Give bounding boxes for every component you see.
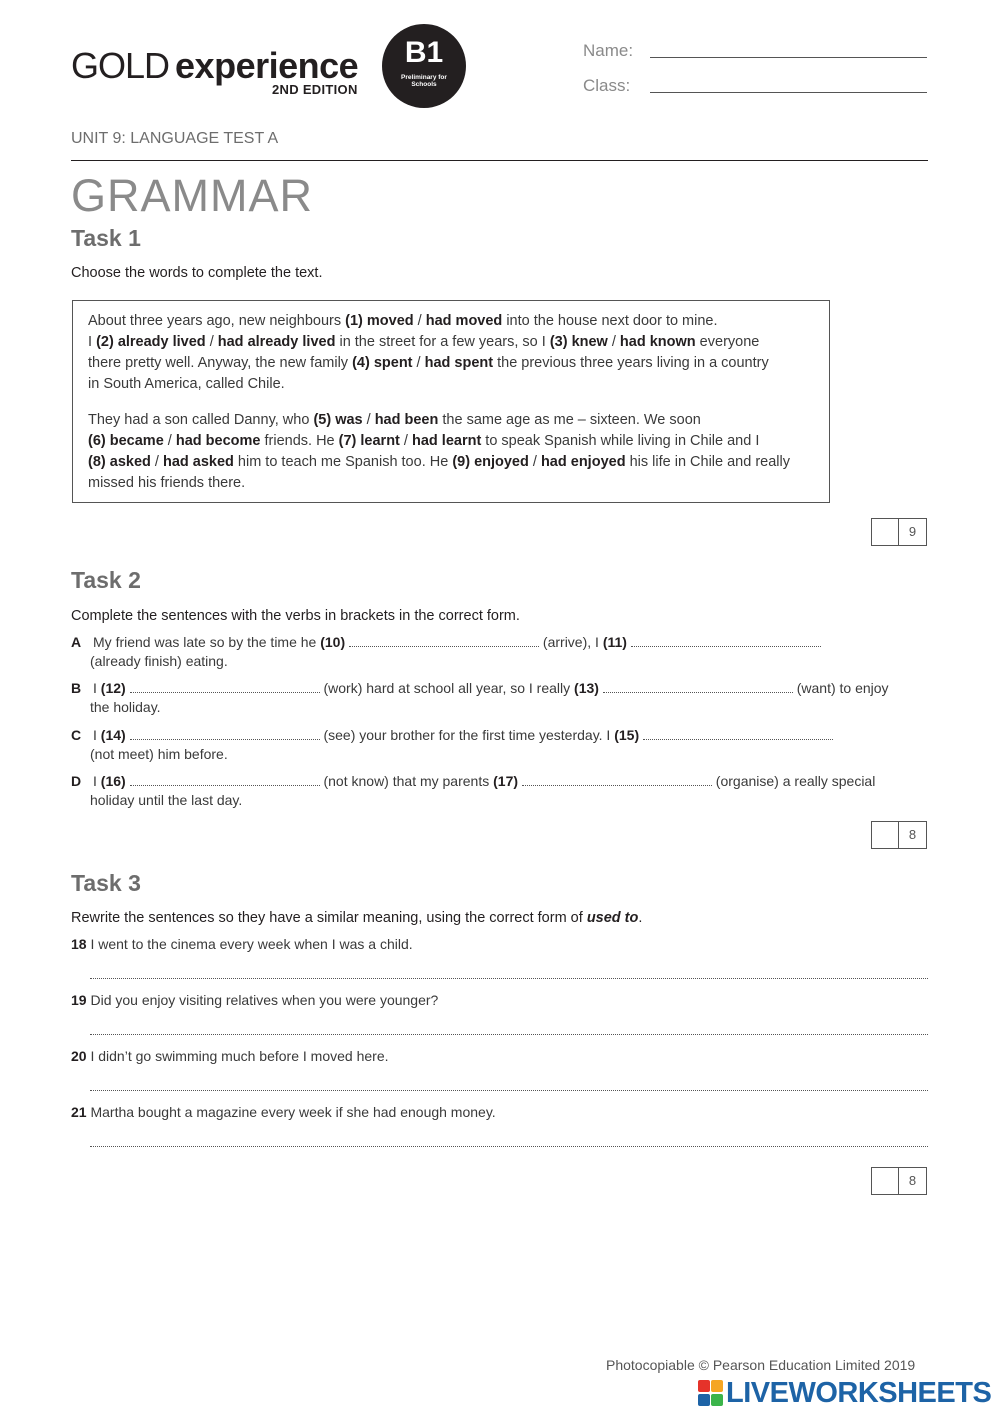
choice-option[interactable]: (8) asked	[88, 454, 151, 470]
answer-line-21[interactable]	[90, 1146, 928, 1147]
item-text: (want) to enjoy	[792, 680, 889, 696]
choice-option[interactable]: had learnt	[411, 433, 482, 449]
text-segment: /	[362, 412, 375, 428]
score-input[interactable]	[872, 1168, 899, 1194]
answer-blank-10[interactable]	[349, 634, 539, 647]
item-number: (12)	[100, 680, 126, 696]
task1-score-box	[871, 518, 927, 546]
question-text: Martha bought a magazine every week if she had enough money.	[86, 1104, 496, 1120]
name-label: Name:	[583, 41, 634, 60]
text-segment: /	[413, 313, 426, 329]
section-title: GRAMMAR	[71, 170, 313, 221]
choice-option[interactable]: (4) spent	[352, 355, 413, 371]
choice-option[interactable]: had already lived	[217, 334, 336, 350]
item-text-line2: (not meet) him before.	[90, 746, 228, 762]
choice-option[interactable]: had asked	[162, 454, 234, 470]
name-field[interactable]	[650, 57, 927, 58]
badge-level: B1	[404, 36, 444, 69]
text-segment: /	[412, 355, 425, 371]
level-badge	[382, 24, 466, 108]
item-text: I	[93, 727, 101, 743]
task2-item-b	[71, 679, 889, 698]
item-text: I	[93, 773, 101, 789]
choice-option[interactable]: (9) enjoyed	[452, 454, 529, 470]
choice-option[interactable]: had known	[619, 334, 696, 350]
item-text-line2: the holiday.	[90, 699, 161, 715]
item-text: (work) hard at school all year, so I really	[319, 680, 575, 696]
text-segment: I	[88, 334, 97, 350]
instruction-text: Rewrite the sentences so they have a similar meaning, using the correct form of	[71, 910, 587, 926]
edition-label: 2ND EDITION	[272, 82, 358, 97]
class-field[interactable]	[650, 92, 927, 93]
answer-line-19[interactable]	[90, 1034, 928, 1035]
score-max: 9	[908, 524, 917, 539]
text-segment: into the house next door to mine.	[502, 313, 718, 329]
task3-question-19	[71, 992, 438, 1008]
task3-score-box	[871, 1167, 927, 1195]
choice-option[interactable]: (5) was	[313, 412, 363, 428]
text-segment: there pretty well. Anyway, the new family	[88, 355, 353, 371]
item-letter: A	[71, 634, 82, 650]
text-segment: him to teach me Spanish too. He	[233, 454, 453, 470]
answer-blank-16[interactable]	[130, 773, 320, 786]
paragraph-line	[88, 353, 818, 374]
question-number: 20	[71, 1048, 87, 1064]
item-text: (arrive), I	[539, 634, 603, 650]
text-segment: They had a son called Danny, who	[88, 412, 314, 428]
task1-paragraph-2	[88, 410, 818, 494]
task3-question-18	[71, 936, 413, 952]
liveworksheets-logo	[698, 1376, 998, 1412]
logo-gold: GOLD	[71, 45, 170, 86]
answer-blank-11[interactable]	[631, 634, 821, 647]
text-segment: the same age as me – sixteen. We soon	[438, 412, 701, 428]
task3-title: Task 3	[71, 870, 141, 896]
text-segment: /	[528, 454, 541, 470]
choice-option[interactable]: (3) knew	[549, 334, 608, 350]
text-segment: the previous three years living in a country	[493, 355, 769, 371]
liveworksheets-icon	[698, 1380, 724, 1408]
liveworksheets-wordmark: LIVEWORKSHEETS	[726, 1377, 992, 1409]
score-input[interactable]	[872, 822, 899, 848]
unit-title: UNIT 9: LANGUAGE TEST A	[71, 130, 279, 147]
logo-experience: experience	[175, 45, 359, 86]
text-segment: About three years ago, new neighbours	[88, 313, 346, 329]
answer-blank-17[interactable]	[522, 773, 712, 786]
question-text: I went to the cinema every week when I was a child.	[86, 936, 413, 952]
item-text: (organise) a really special	[711, 773, 876, 789]
item-number: (16)	[100, 773, 126, 789]
answer-line-18[interactable]	[90, 978, 928, 979]
text-segment: /	[150, 454, 163, 470]
score-max: 8	[908, 827, 917, 842]
item-number: (14)	[100, 727, 126, 743]
text-segment: everyone	[695, 334, 760, 350]
question-number: 18	[71, 936, 87, 952]
paragraph-line	[88, 452, 818, 473]
question-text: I didn’t go swimming much before I moved here.	[86, 1048, 389, 1064]
question-text: Did you enjoy visiting relatives when you were younger?	[86, 992, 439, 1008]
task2-instruction: Complete the sentences with the verbs in brackets in the correct form.	[71, 608, 520, 624]
logo	[71, 45, 358, 87]
task2-item-d	[71, 772, 875, 791]
item-number: (17)	[493, 773, 519, 789]
item-text: I	[93, 680, 101, 696]
text-segment: in the street for a few years, so I	[335, 334, 550, 350]
text-segment: /	[205, 334, 218, 350]
header-divider	[71, 160, 928, 161]
item-number: (10)	[320, 634, 346, 650]
instruction-text: .	[638, 910, 643, 926]
choice-option[interactable]: had spent	[424, 355, 494, 371]
paragraph-line	[88, 332, 818, 353]
choice-option[interactable]: had enjoyed	[540, 454, 626, 470]
task3-question-21	[71, 1104, 496, 1120]
question-number: 21	[71, 1104, 87, 1120]
task1-title: Task 1	[71, 225, 141, 251]
answer-blank-15[interactable]	[643, 727, 833, 740]
task1-text-box	[72, 300, 830, 503]
text-segment: /	[163, 433, 176, 449]
choice-option[interactable]: had become	[175, 433, 261, 449]
item-text: (see) your brother for the first time yesterday. I	[319, 727, 615, 743]
item-number: (11)	[602, 634, 627, 650]
task1-paragraph-1	[88, 311, 818, 395]
class-label: Class:	[583, 76, 631, 95]
text-segment: to speak Spanish while living in Chile and I	[481, 433, 760, 449]
paragraph-line	[88, 431, 818, 452]
choice-option[interactable]: had been	[374, 412, 439, 428]
item-letter: C	[71, 727, 82, 743]
instruction-emphasis: used to	[586, 910, 639, 926]
item-letter: B	[71, 680, 82, 696]
task3-instruction	[71, 910, 642, 926]
score-max: 8	[908, 1173, 917, 1188]
task2-item-c	[71, 726, 833, 745]
item-text: (not know) that my parents	[319, 773, 494, 789]
text-segment: missed his friends there.	[88, 475, 246, 491]
answer-line-20[interactable]	[90, 1090, 928, 1091]
choice-option[interactable]: had moved	[425, 313, 503, 329]
text-segment: friends. He	[260, 433, 339, 449]
item-number: (15)	[614, 727, 640, 743]
text-segment: his life in Chile and really	[625, 454, 790, 470]
question-number: 19	[71, 992, 87, 1008]
text-segment: /	[399, 433, 412, 449]
answer-blank-12[interactable]	[130, 680, 320, 693]
text-segment: in South America, called Chile.	[88, 376, 285, 392]
choice-option[interactable]: (2) already lived	[96, 334, 206, 350]
badge-subtitle: Preliminary for Schools	[401, 74, 447, 88]
item-text-line2: holiday until the last day.	[90, 792, 243, 808]
item-text: My friend was late so by the time he	[93, 634, 321, 650]
choice-option[interactable]: (1) moved	[345, 313, 414, 329]
task3-question-20	[71, 1048, 389, 1064]
item-text-line2: (already finish) eating.	[90, 653, 228, 669]
item-letter: D	[71, 773, 82, 789]
paragraph-line	[88, 410, 818, 431]
paragraph-line	[88, 374, 818, 395]
choice-option[interactable]: (6) became	[88, 433, 164, 449]
answer-blank-14[interactable]	[130, 727, 320, 740]
task2-score-box	[871, 821, 927, 849]
task2-item-a	[71, 633, 821, 652]
paragraph-line	[88, 311, 818, 332]
text-segment: /	[607, 334, 620, 350]
paragraph-line	[88, 473, 818, 494]
copyright-text: Photocopiable © Pearson Education Limited 2019	[606, 1357, 916, 1373]
choice-option[interactable]: (7) learnt	[338, 433, 400, 449]
answer-blank-13[interactable]	[603, 680, 793, 693]
task1-instruction: Choose the words to complete the text.	[71, 265, 323, 281]
task2-title: Task 2	[71, 567, 141, 593]
item-number: (13)	[574, 680, 599, 696]
score-input[interactable]	[872, 519, 899, 545]
